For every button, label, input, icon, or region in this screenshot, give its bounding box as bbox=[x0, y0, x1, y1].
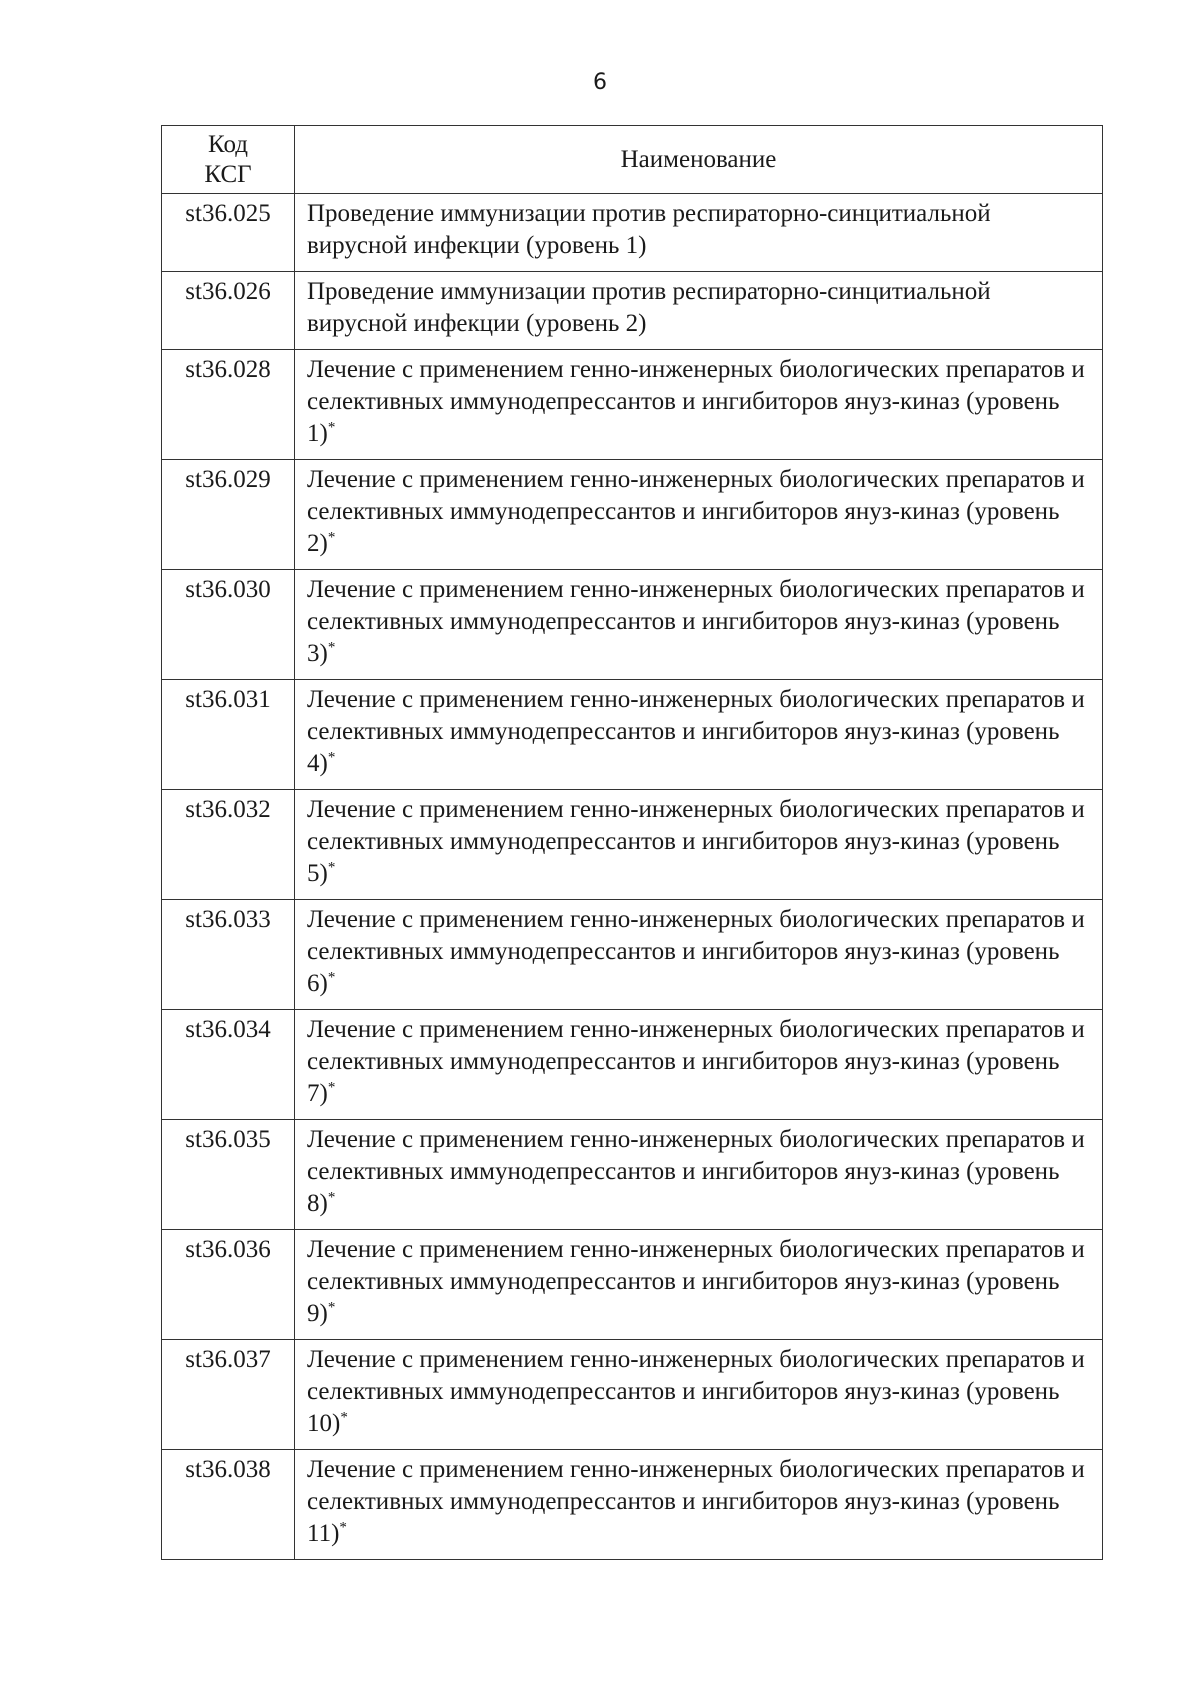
row-name: Лечение с применением генно-инженерных биологических препаратов и селективных иммунодепрессантов и ингибиторов януз-киназ (уровень 6) bbox=[307, 906, 1085, 997]
footnote-mark: * bbox=[339, 1519, 347, 1536]
table-row bbox=[162, 272, 1103, 350]
row-name-cell bbox=[295, 1120, 1103, 1230]
table-row bbox=[162, 1340, 1103, 1450]
table-row bbox=[162, 194, 1103, 272]
row-name: Лечение с применением генно-инженерных биологических препаратов и селективных иммунодепрессантов и ингибиторов януз-киназ (уровень 9) bbox=[307, 1236, 1085, 1327]
header-name: Наименование bbox=[295, 126, 1103, 194]
row-name: Проведение иммунизации против респираторно-синцитиальной вирусной инфекции (уровень 1) bbox=[307, 200, 991, 259]
footnote-mark: * bbox=[327, 969, 336, 986]
row-code: st36.030 bbox=[162, 570, 295, 680]
footnote-mark: * bbox=[327, 1299, 336, 1316]
table-row bbox=[162, 1010, 1103, 1120]
row-name-cell bbox=[295, 570, 1103, 680]
header-code bbox=[162, 126, 295, 194]
table-row bbox=[162, 1450, 1103, 1560]
table-row bbox=[162, 790, 1103, 900]
ksg-table bbox=[161, 125, 1103, 1560]
row-name: Лечение с применением генно-инженерных биологических препаратов и селективных иммунодепрессантов и ингибиторов януз-киназ (уровень 3) bbox=[307, 576, 1085, 667]
row-name-cell bbox=[295, 460, 1103, 570]
row-name-cell bbox=[295, 272, 1103, 350]
row-name-cell bbox=[295, 790, 1103, 900]
table-row bbox=[162, 680, 1103, 790]
row-name: Лечение с применением генно-инженерных биологических препаратов и селективных иммунодепрессантов и ингибиторов януз-киназ (уровень 5) bbox=[307, 796, 1085, 887]
row-code: st36.028 bbox=[162, 350, 295, 460]
row-name: Лечение с применением генно-инженерных биологических препаратов и селективных иммунодепрессантов и ингибиторов януз-киназ (уровень 2) bbox=[307, 466, 1085, 557]
footnote-mark: * bbox=[327, 859, 336, 876]
row-code: st36.036 bbox=[162, 1230, 295, 1340]
footnote-mark: * bbox=[327, 1189, 336, 1206]
row-code: st36.033 bbox=[162, 900, 295, 1010]
footnote-mark: * bbox=[327, 529, 336, 546]
table-row bbox=[162, 1120, 1103, 1230]
row-code: st36.034 bbox=[162, 1010, 295, 1120]
footnote-mark: * bbox=[327, 419, 336, 436]
row-name: Лечение с применением генно-инженерных биологических препаратов и селективных иммунодепрессантов и ингибиторов януз-киназ (уровень 7) bbox=[307, 1016, 1085, 1107]
row-name: Проведение иммунизации против респираторно-синцитиальной вирусной инфекции (уровень 2) bbox=[307, 278, 991, 337]
table-row bbox=[162, 350, 1103, 460]
page-number: 6 bbox=[593, 70, 607, 95]
row-name: Лечение с применением генно-инженерных биологических препаратов и селективных иммунодепрессантов и ингибиторов януз-киназ (уровень 10) bbox=[307, 1346, 1085, 1437]
row-name-cell bbox=[295, 1230, 1103, 1340]
table-row bbox=[162, 460, 1103, 570]
table-row bbox=[162, 570, 1103, 680]
row-name-cell bbox=[295, 350, 1103, 460]
table-row bbox=[162, 900, 1103, 1010]
header-code-line2: КСГ bbox=[204, 160, 252, 188]
row-name: Лечение с применением генно-инженерных биологических препаратов и селективных иммунодепрессантов и ингибиторов януз-киназ (уровень 8) bbox=[307, 1126, 1085, 1217]
footnote-mark: * bbox=[340, 1409, 348, 1426]
row-name-cell bbox=[295, 900, 1103, 1010]
row-name: Лечение с применением генно-инженерных биологических препаратов и селективных иммунодепрессантов и ингибиторов януз-киназ (уровень 4) bbox=[307, 686, 1085, 777]
footnote-mark: * bbox=[327, 1079, 336, 1096]
row-name: Лечение с применением генно-инженерных биологических препаратов и селективных иммунодепрессантов и ингибиторов януз-киназ (уровень 1) bbox=[307, 356, 1085, 447]
row-code: st36.032 bbox=[162, 790, 295, 900]
row-code: st36.038 bbox=[162, 1450, 295, 1560]
row-name-cell bbox=[295, 1340, 1103, 1450]
row-name-cell bbox=[295, 680, 1103, 790]
row-name-cell bbox=[295, 194, 1103, 272]
header-code-line1: Код bbox=[208, 130, 248, 158]
row-name: Лечение с применением генно-инженерных биологических препаратов и селективных иммунодепрессантов и ингибиторов януз-киназ (уровень 11) bbox=[307, 1456, 1085, 1547]
footnote-mark: * bbox=[327, 749, 336, 766]
table-row bbox=[162, 1230, 1103, 1340]
row-name-cell bbox=[295, 1450, 1103, 1560]
row-code: st36.031 bbox=[162, 680, 295, 790]
row-code: st36.029 bbox=[162, 460, 295, 570]
footnote-mark: * bbox=[327, 639, 336, 656]
row-code: st36.035 bbox=[162, 1120, 295, 1230]
row-code: st36.026 bbox=[162, 272, 295, 350]
table-header-row bbox=[162, 126, 1103, 194]
row-name-cell bbox=[295, 1010, 1103, 1120]
row-code: st36.037 bbox=[162, 1340, 295, 1450]
row-code: st36.025 bbox=[162, 194, 295, 272]
